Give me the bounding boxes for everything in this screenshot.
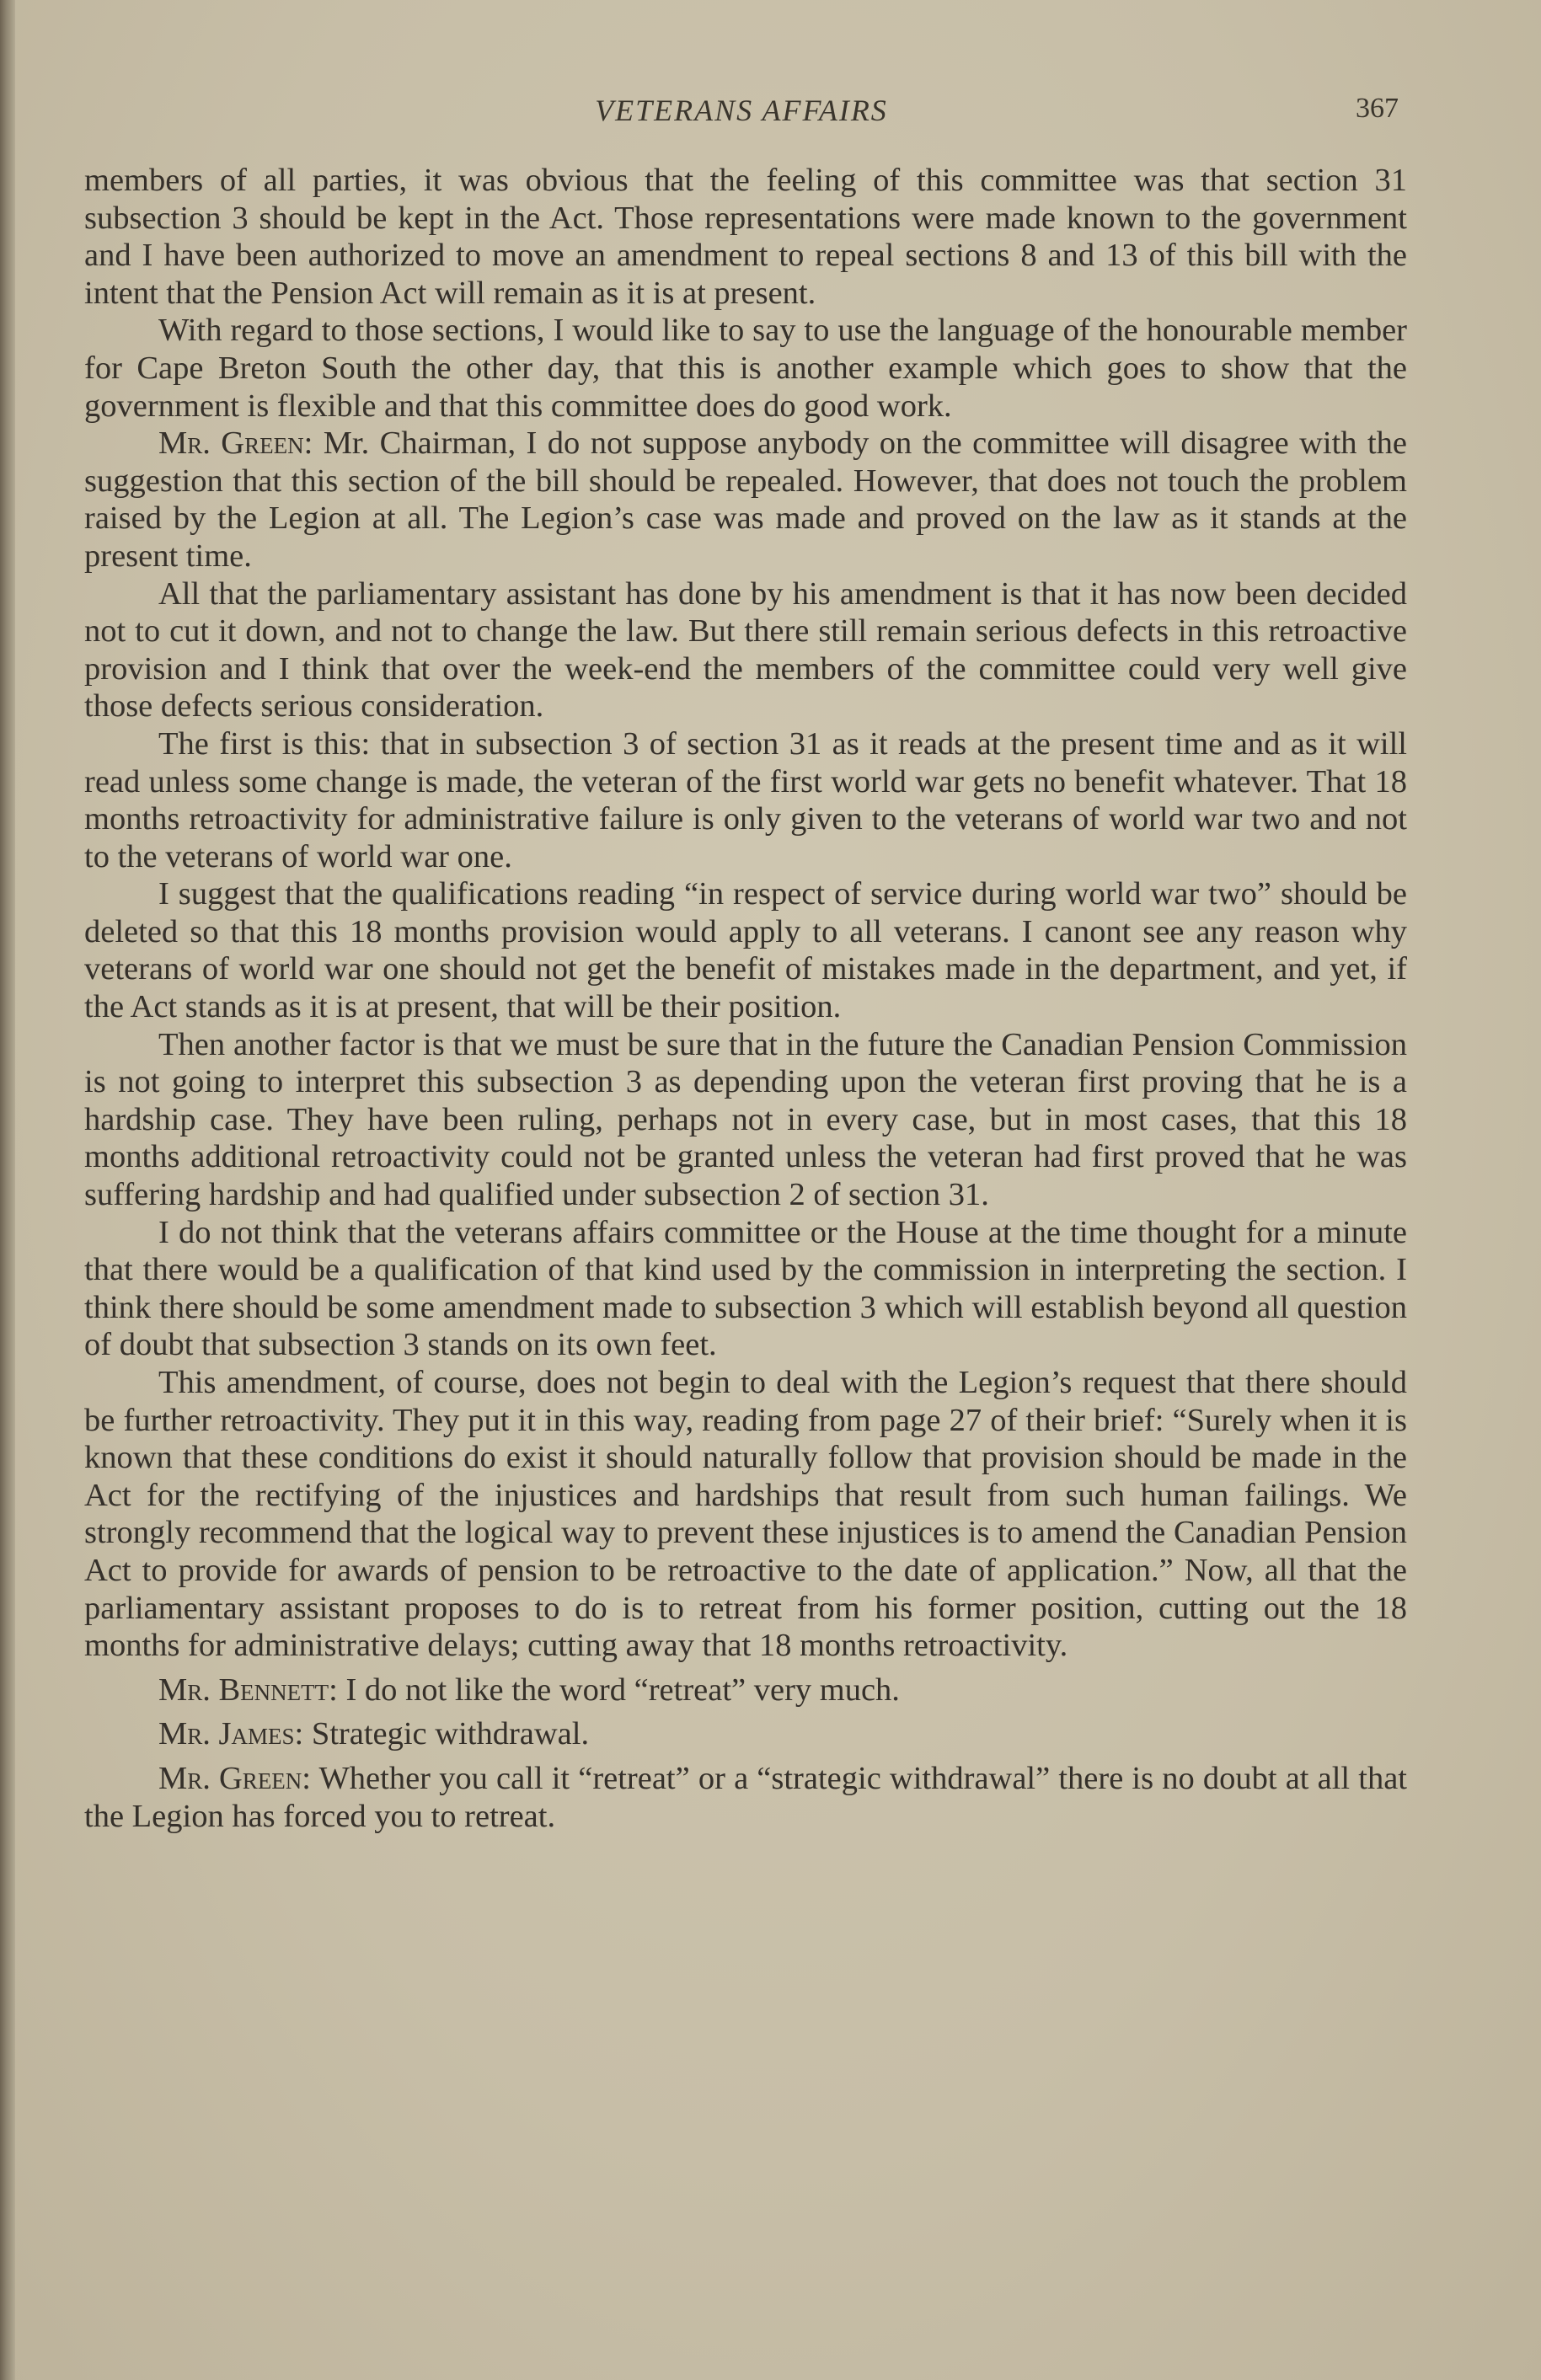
paragraph-text: I suggest that the qualifications reading “in respect of service during world war two” should be deleted so that this 18 months provision would apply to all veterans. I canont see any reason why veterans of world war one should not get the benefit of mistakes made in the department, and yet, if the Act stands as it is at present, that will be their position. [84, 876, 1407, 1025]
paragraph-text: Then another factor is that we must be sure that in the future the Canadian Pension Commission is not going to interpret this subsection 3 as depending upon the veteran first proving that he is a hardship case. They have been ruling, perhaps not in every case, but in most cases, that this 18 months additional retroactivity could not be granted unless the veteran had first proved that he was suffering hardship and had qualified under subsection 2 of section 31. [84, 1026, 1407, 1213]
paragraph-text: Mr. Chairman, I do not suppose anybody on the committee will disagree with the suggestion that this section of the bill should be repealed. However, that does not touch the problem raised by the Legion at all. The Legion’s case was made and proved on the law as it stands at the present time. [84, 425, 1408, 574]
paragraph-8 [84, 1214, 1407, 1364]
paragraph-12 [84, 1760, 1407, 1835]
paragraph-10 [84, 1671, 1407, 1709]
paragraph-text: I do not think that the veterans affairs committee or the House at the time thought for a minute that there would be a qualification of that kind used by the commission in interpreting the section. I think there should be some amendment made to subsection 3 which will establish beyond all question of doubt that subsection 3 stands on its own feet. [84, 1214, 1407, 1363]
binding-edge [0, 0, 15, 2380]
paragraph-text: Whether you call it “retreat” or a “strategic withdrawal” there is no doubt at all that the Legion has forced you to retreat. [84, 1760, 1407, 1834]
paragraph-7 [84, 1026, 1407, 1214]
paragraph-5 [84, 725, 1407, 875]
paragraph-9 [84, 1364, 1407, 1665]
paragraph-text: This amendment, of course, does not begin to deal with the Legion’s request that there should be further retroactivity. They put it in this way, reading from page 27 of their brief: “Surely when it is known that these conditions do exist it should naturally follow that provision should be made in the Act for the rectifying of the injustices and hardships that result from such human failings. We strongly recommend that the logical way to prevent these injustices is to amend the Canadian Pension Act to provide for awards of pension to be retroactive to the date of application.” Now, all that the parliamentary assistant proposes to do is to retreat from his former position, cutting out the 18 months for administrative delays; cutting away that 18 months retroactivity. [84, 1365, 1407, 1664]
paragraph-text: The first is this: that in subsection 3 of section 31 as it reads at the present time and as it will read unless some change is made, the veteran of the first world war gets no benefit whatever. That 18 months retroactivity for administrative failure is only given to the veterans of world war two and not to the veterans of world war one. [84, 725, 1407, 874]
paragraph-text: I do not like the word “retreat” very much. [337, 1671, 900, 1708]
paragraph-text: All that the parliamentary assistant has done by his amendment is that it has now been decided not to cut it down, and not to change the law. But there still remain serious defects in this retroactive provision and I think that over the week-end the members of the committee could very well give those defects serious consideration. [84, 575, 1407, 725]
body-text [84, 162, 1407, 1835]
paragraph-text: With regard to those sections, I would like to say to use the language of the honourable member for Cape Breton South the other day, that this is another example which goes to show that the government is flexible and that this committee does do good work. [84, 313, 1407, 424]
paragraph-3 [84, 425, 1407, 575]
paragraph-11 [84, 1715, 1407, 1753]
paragraph-2 [84, 312, 1407, 425]
speaker-name: Mr. Green: [158, 1760, 311, 1796]
paragraph-text: Strategic withdrawal. [303, 1716, 590, 1752]
paragraph-1 [84, 162, 1407, 312]
speaker-name: Mr. Bennett: [158, 1671, 338, 1708]
running-title: VETERANS AFFAIRS [595, 94, 888, 127]
paragraph-text: members of all parties, it was obvious that the feeling of this committee was that section 31 subsection 3 should be kept in the Act. Those representations were made known to the government and I have been authorized to move an amendment to repeal sections 8 and 13 of this bill with the intent that the Pension Act will remain as it is at present. [84, 163, 1407, 311]
paragraph-6 [84, 875, 1407, 1025]
speaker-name: Mr. James: [158, 1716, 304, 1752]
page-number: 367 [1356, 93, 1399, 124]
speaker-name: Mr. Green: [158, 425, 313, 462]
paragraph-4 [84, 575, 1407, 725]
page-header [84, 93, 1399, 135]
